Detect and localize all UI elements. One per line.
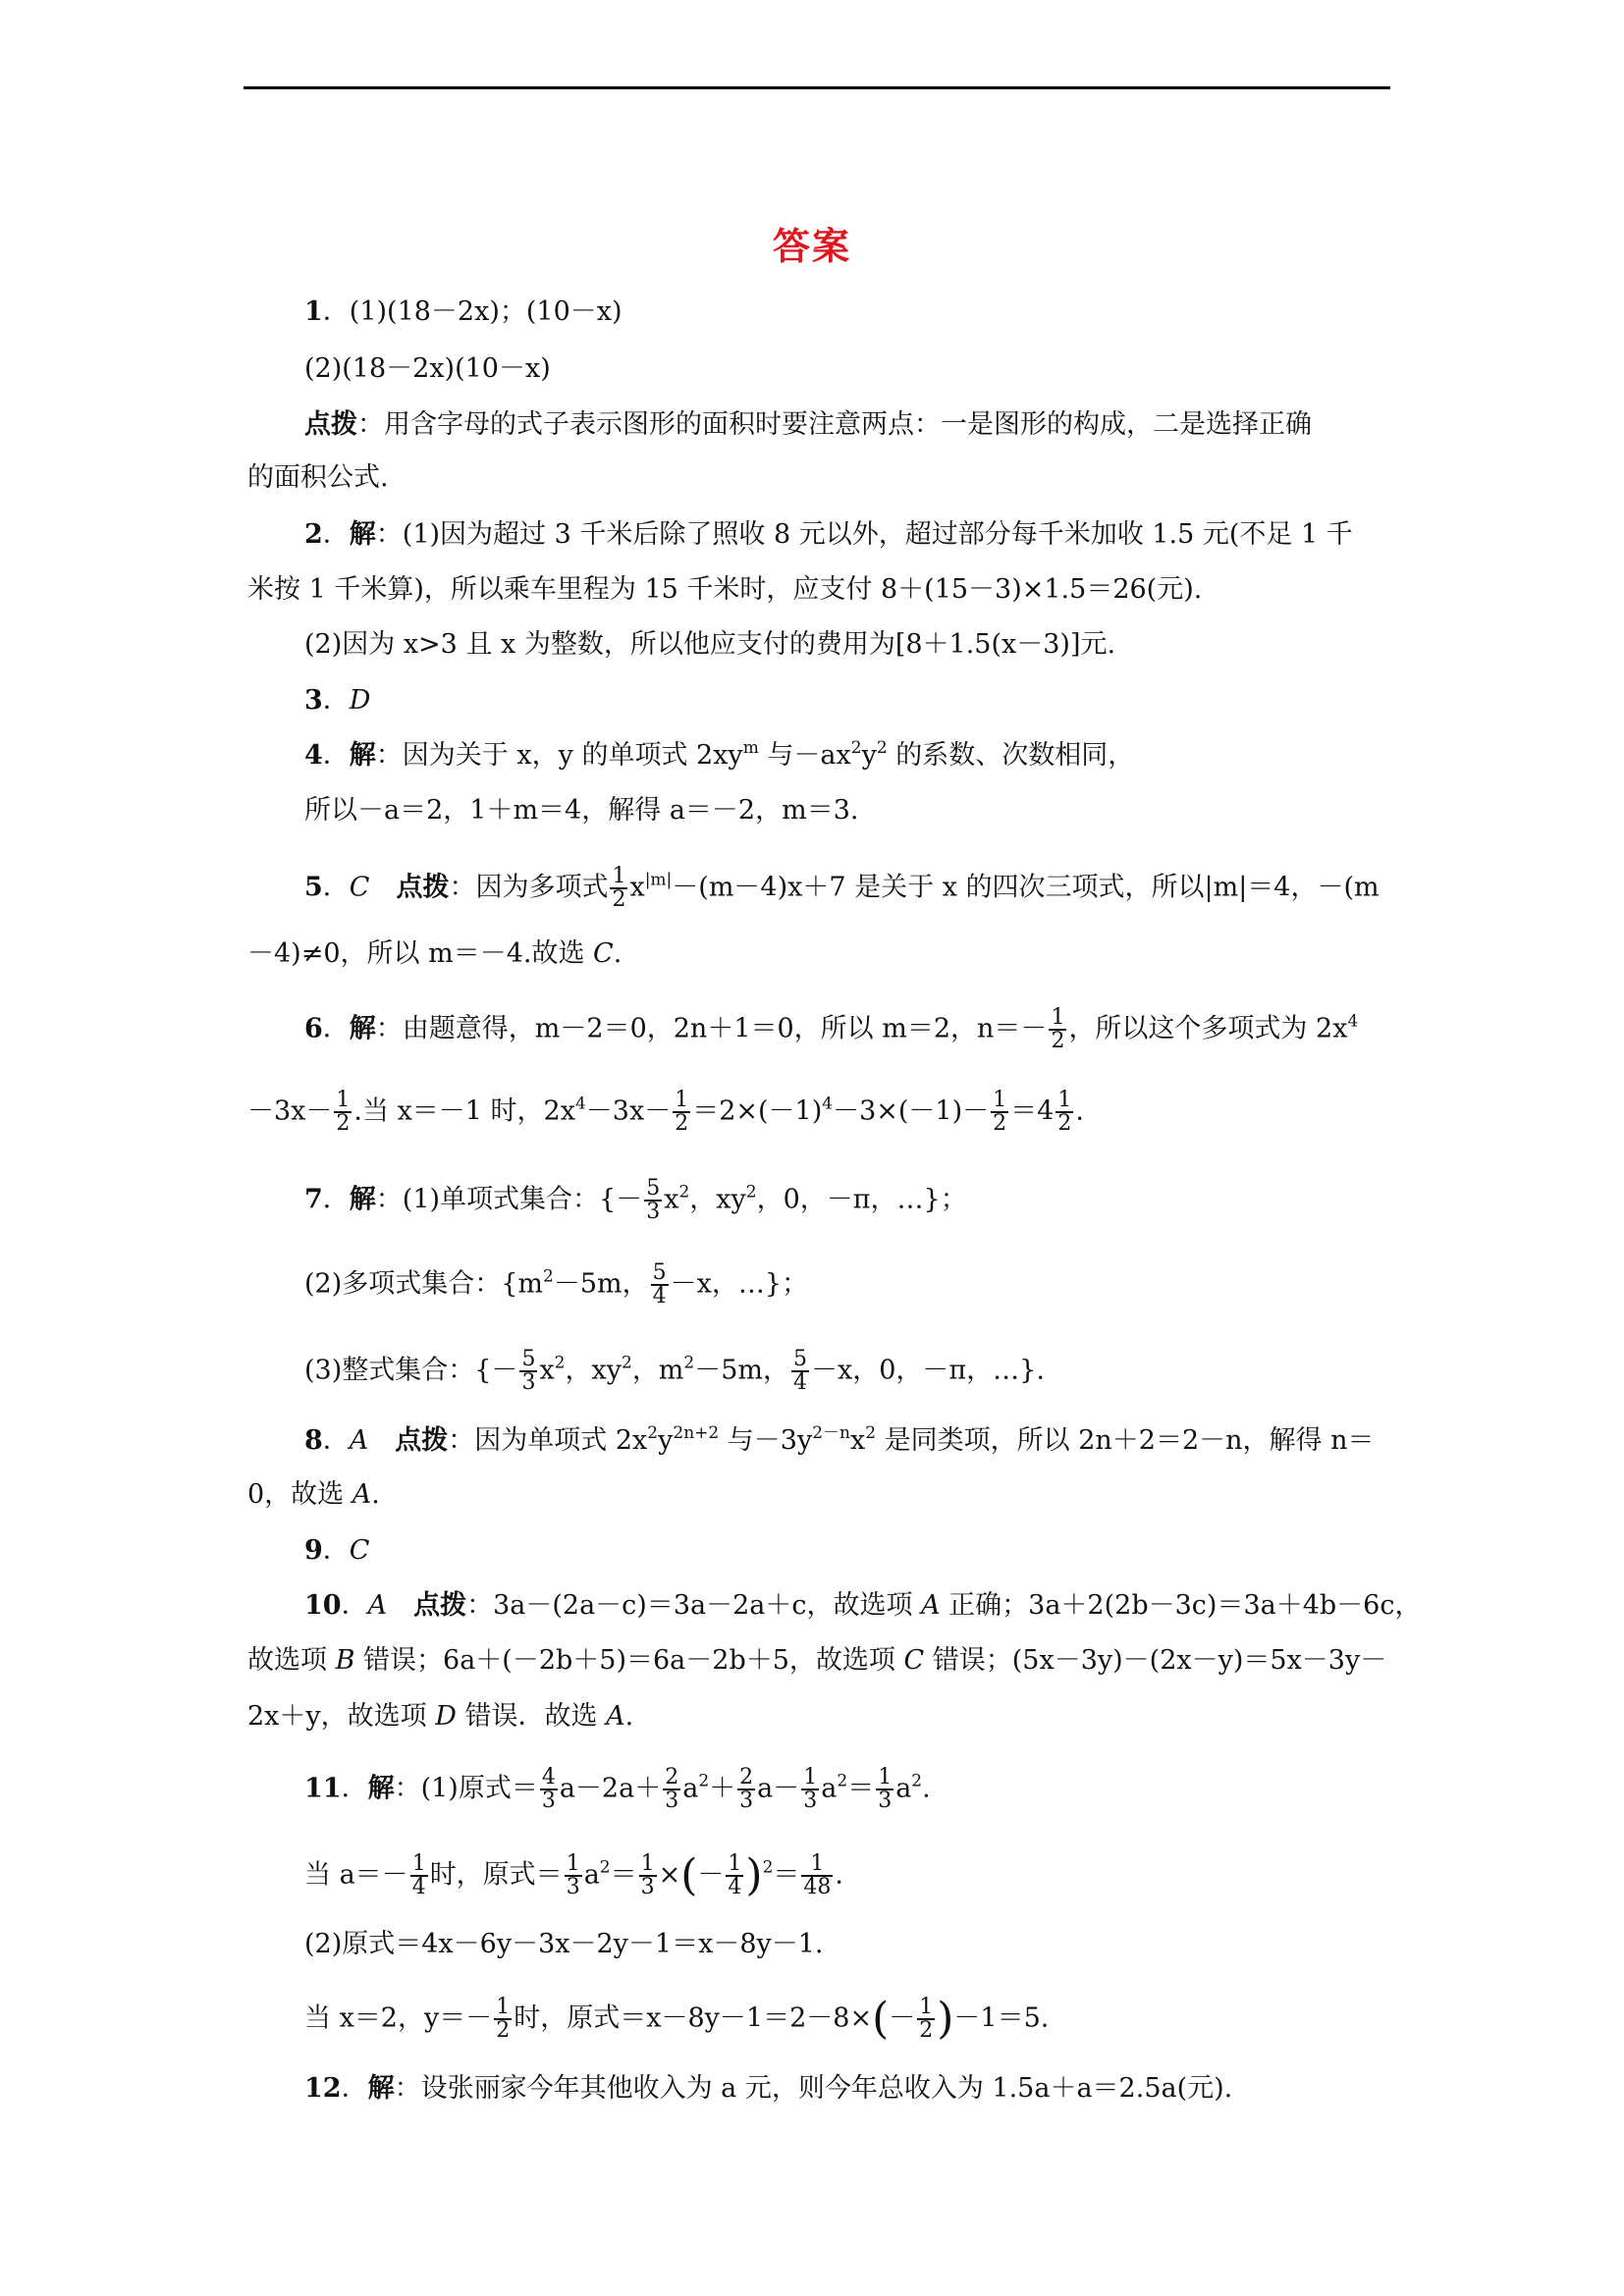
answer-6-cont: －3x－ $\frac{1}{2}$ .当 x＝－1 时，$2x^4-3x-$ $\frac{1}{2}$ $=2\times(-1)^4-3\times(-1)-$ $\frac{1}{2}$ ＝4 $\frac{1}{2}$ . (247, 1088, 1084, 1136)
answer-5-cont: －4)≠0，所以 m＝－4.故选 C. (247, 938, 623, 969)
answer-2-part2: (2)因为 x>3 且 x 为整数，所以他应支付的费用为[8＋1.5(x－3)]元. (304, 629, 1116, 660)
answer-4: 4．解：因为关于 x，y 的单项式 $2xy^m$ 与$-ax^2y^2$ 的系数、次数相同， (304, 738, 1135, 771)
answer-1-hint-cont: 的面积公式. (247, 462, 389, 493)
answer-8-cont: 0，故选 A. (247, 1479, 380, 1510)
answer-10-cont2: 2x＋y，故选项 D 错误．故选 A. (247, 1701, 634, 1732)
page-title: 答案 (772, 224, 851, 268)
answer-8: 8．A 点拨：因为单项式 $2x^2y^{2n+2}$ 与$-3y^{2-n}x^2$ 是同类项，所以 2n＋2＝2－n，解得 n＝ (304, 1423, 1375, 1456)
answer-12: 12．解：设张丽家今年其他收入为 a 元，则今年总收入为 1.5a＋a＝2.5a(元). (304, 2073, 1233, 2104)
answer-11-part2-sub: 当 x＝2，y＝－ $\frac{1}{2}$ 时，原式＝x－8y－1＝2－8×(－ $\frac{1}{2}$ )－1＝5. (304, 1994, 1050, 2044)
answer-1: 1．(1)(18－2x)；(10－x) (304, 296, 623, 327)
answer-4-cont: 所以－a＝2，1＋m＝4，解得 a＝－2，m＝3. (304, 795, 859, 826)
answer-7-part3: (3)整式集合：{－ $\frac{5}{3}$ $x^2$，$xy^2$，$m^2-5m$， $\frac{5}{4}$ －x，0，－π，…}. (304, 1347, 1045, 1395)
answer-7-part2: (2)多项式集合：{$m^2-5m$， $\frac{5}{4}$ －x，…}； (304, 1260, 809, 1308)
answer-7: 7．解：(1)单项式集合：{－ $\frac{5}{3}$ $x^2$，$xy^2$，0，－π，…}； (304, 1176, 967, 1224)
answer-1-part2: (2)(18－2x)(10－x) (304, 353, 551, 384)
answer-10-cont: 故选项 B 错误；6a＋(－2b＋5)＝6a－2b＋5，故选项 C 错误；(5x－3y)－(2x－y)＝5x－3y－ (247, 1645, 1387, 1676)
answer-6: 6．解：由题意得，m－2＝0，2n＋1＝0，所以 m＝2，n＝－ $\frac{1}{2}$ ，所以这个多项式为 $2x^4$ (304, 1005, 1359, 1053)
answer-2: 2．解：(1)因为超过 3 千米后除了照收 8 元以外，超过部分每千米加收 1.5 元(不足 1 千 (304, 519, 1353, 550)
answer-11: 11．解：(1)原式＝ $\frac{4}{3}$ a－2a＋ $\frac{2}{3}$ $a^2+$ $\frac{2}{3}$ a－ $\frac{1}{3}$ $a^2=$ $\frac{1}{3}$ $a^2$. (304, 1765, 931, 1813)
answer-3: 3．D (304, 685, 371, 716)
answer-2-cont: 米按 1 千米算)，所以乘车里程为 15 千米时，应支付 8＋(15－3)×1.5＝26(元). (247, 574, 1203, 605)
answer-9: 9．C (304, 1535, 370, 1566)
header-rule (244, 86, 1390, 89)
answer-11-part2: (2)原式＝4x－6y－3x－2y－1＝x－8y－1. (304, 1929, 824, 1959)
answer-1-hint: 点拨：用含字母的式子表示图形的面积时要注意两点：一是图形的构成，二是选择正确 (304, 409, 1312, 440)
answer-5: 5．C 点拨：因为多项式 $\frac{1}{2}$ $x^{|m|}-(m-4)x+7$ 是关于 x 的四次三项式，所以|m|＝4，－(m (304, 864, 1380, 912)
answer-10: 10．A 点拨：3a－(2a－c)＝3a－2a＋c，故选项 A 正确；3a＋2(2b－3c)＝3a＋4b－6c， (304, 1590, 1422, 1621)
answer-11-sub: 当 a＝－ $\frac{1}{4}$ 时，原式＝ $\frac{1}{3}$ $a^2=$ $\frac{1}{3}$ ×(－ $\frac{1}{4}$ )$^2$＝ $\frac{1}{48}$ . (304, 1850, 844, 1900)
